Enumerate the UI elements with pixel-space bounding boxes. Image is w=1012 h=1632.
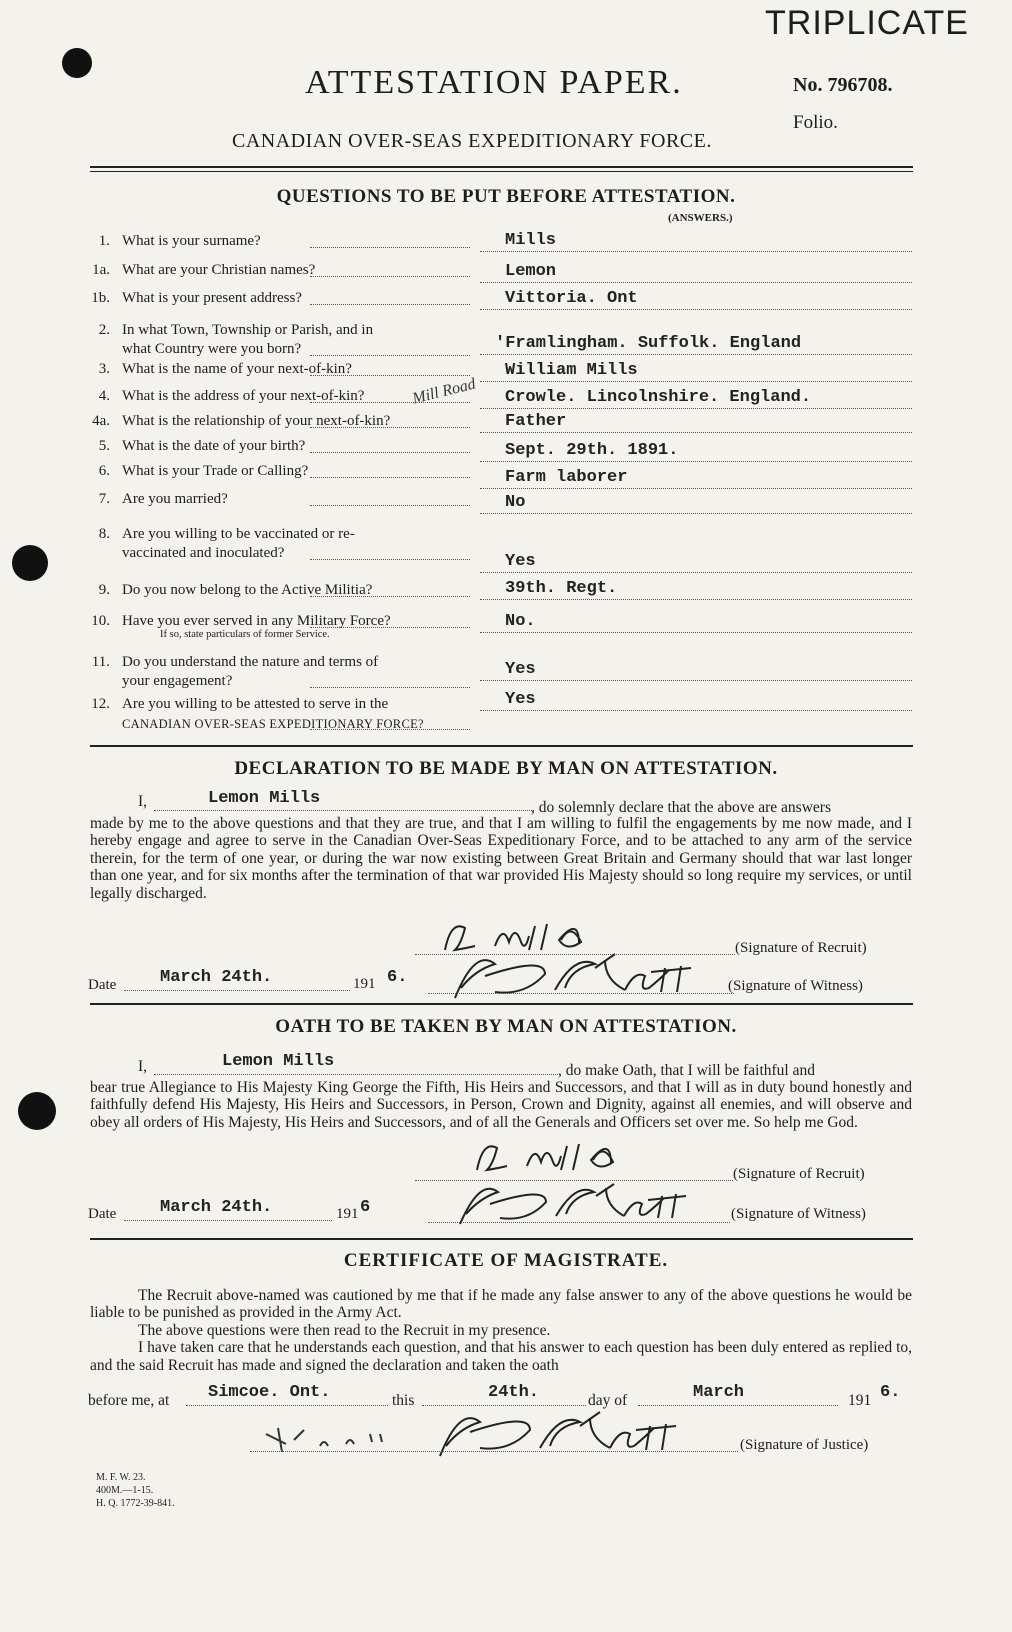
question-text: What is your present address?: [122, 290, 302, 306]
question-answer: Father: [505, 412, 567, 431]
question-text: Do you now belong to the Active Militia?: [122, 582, 373, 598]
question-number: 1.: [98, 233, 110, 249]
date-line-1: [124, 990, 350, 991]
question-leader-dots: [310, 505, 470, 506]
date-label-2: Date: [88, 1206, 117, 1222]
oath-line1: , do make Oath, that I will be faithful and: [558, 1062, 815, 1079]
question-leader-dots: [310, 452, 470, 453]
answer-line: [480, 408, 912, 409]
certificate-day: 24th.: [488, 1383, 540, 1402]
questions-rule: [90, 745, 913, 747]
declaration-line1: , do solemnly declare that the above are answers: [531, 799, 831, 816]
answer-line: [480, 710, 912, 711]
question-number: 8.: [98, 526, 110, 542]
declaration-heading: DECLARATION TO BE MADE BY MAN ON ATTESTATION.: [234, 758, 778, 779]
question-answer: 'Framlingham. Suffolk. England: [495, 334, 802, 353]
question-text: What is your Trade or Calling?: [122, 463, 309, 479]
certificate-body: [90, 1287, 912, 1374]
sig-justice-label: (Signature of Justice): [740, 1437, 869, 1453]
question-number: 4a.: [92, 413, 110, 429]
oath-recruit-signature: [465, 1138, 705, 1184]
witness-signature: [445, 950, 725, 1006]
declaration-year-prefix: 191: [353, 976, 376, 992]
declaration-name-line: [154, 810, 534, 811]
questions-heading: QUESTIONS TO BE PUT BEFORE ATTESTATION.: [276, 186, 736, 207]
day-of-label: day of: [588, 1392, 628, 1409]
certificate-heading: CERTIFICATE OF MAGISTRATE.: [343, 1250, 669, 1271]
question-number: 2.: [98, 322, 110, 338]
certificate-year-digit: 6.: [880, 1383, 901, 1402]
oath-year-digit: 6: [360, 1198, 371, 1217]
question-text: your engagement?: [122, 673, 233, 689]
declaration-rule: [90, 1003, 913, 1005]
question-answer: No: [505, 493, 526, 512]
question-number: 12.: [91, 696, 110, 712]
certificate-para-2: The above questions were then read to the Recruit in my presence.: [138, 1321, 551, 1339]
sig-witness-label-1: (Signature of Witness): [728, 978, 863, 994]
answer-line: [480, 381, 912, 382]
question-leader-dots: [310, 276, 470, 277]
justice-signature: [250, 1404, 720, 1464]
question-leader-dots: [310, 687, 470, 688]
certificate-para-1: The Recruit above-named was cautioned by me that if he made any false answer to any of the above questions he would be liable to be punished as provided in the Army Act.: [90, 1287, 912, 1322]
question-number: 7.: [98, 491, 110, 507]
question-answer: 39th. Regt.: [505, 579, 618, 598]
question-leader-dots: [310, 247, 470, 248]
footer-line-1: M. F. W. 23.: [96, 1472, 146, 1483]
question-number: 6.: [98, 463, 110, 479]
question-text: What is the name of your next-of-kin?: [122, 361, 352, 377]
question-text: What are your Christian names?: [122, 262, 316, 278]
witness-sig-line-2: [428, 1222, 730, 1223]
question-answer: William Mills: [505, 361, 638, 380]
question-text: In what Town, Township or Parish, and in: [122, 322, 374, 338]
question-leader-dots: [310, 427, 470, 428]
header-rule: [90, 166, 913, 168]
question-text: vaccinated and inoculated?: [122, 545, 285, 561]
question-text: Are you married?: [122, 491, 228, 507]
answer-line: [480, 632, 912, 633]
question-text: Are you willing to be attested to serve in the: [122, 696, 389, 712]
date-line-2: [124, 1220, 332, 1221]
header-rule-thin: [90, 171, 913, 172]
question-leader-dots: [310, 355, 470, 356]
oath-body: [90, 1079, 912, 1131]
question-number: 9.: [98, 582, 110, 598]
certificate-year-prefix: 191: [848, 1392, 872, 1409]
oath-name: Lemon Mills: [222, 1052, 335, 1071]
answer-line: [480, 488, 912, 489]
question-answer: Lemon: [505, 262, 557, 281]
punch-hole-bottom: [18, 1092, 56, 1130]
before-me-label: before me, at: [88, 1392, 170, 1409]
oath-name-line: [154, 1074, 558, 1075]
question-leader-dots: [310, 729, 470, 730]
question-text: what Country were you born?: [122, 341, 302, 357]
force-name: CANADIAN OVER-SEAS EXPEDITIONARY FORCE.: [232, 130, 712, 152]
certificate-para-3: I have taken care that he understands each question, and that his answer to each question has been duly entered as replied to, and the said Recruit has made and signed the declaration and taken the oath: [90, 1339, 912, 1374]
form-number: No. 796708.: [793, 74, 893, 96]
question-answer: Yes: [505, 660, 536, 679]
declaration-body: [90, 815, 912, 902]
question-answer: No.: [505, 612, 536, 631]
question-number: 4.: [98, 388, 110, 404]
question-answer: Yes: [505, 690, 536, 709]
question-text: Have you ever served in any Military Force?: [122, 613, 391, 629]
answer-line: [480, 354, 912, 355]
answer-line: [480, 309, 912, 310]
declaration-date: March 24th.: [160, 968, 273, 987]
declaration-prefix: I,: [138, 793, 148, 810]
oath-heading: OATH TO BE TAKEN BY MAN ON ATTESTATION.: [275, 1016, 737, 1037]
question-leader-dots: [310, 596, 470, 597]
witness-sig-line-1: [428, 993, 734, 994]
punch-hole-top: [62, 48, 92, 78]
sig-recruit-label-1: (Signature of Recruit): [735, 940, 867, 956]
question-subtext: If so, state particulars of former Service.: [160, 629, 330, 640]
answer-line: [480, 432, 912, 433]
question-answer: Vittoria. Ont: [505, 289, 638, 308]
declaration-text: made by me to the above questions and that they are true, and that I am willing to fulfil the engagements by me now made, and I hereby engage and agree to serve in the Canadian Over-Seas Expeditionary Force, and to be attached to any arm of the service therein, for the term of one year, or during the war now existing between Great Britain and Germany should that war last longer than one year, and for six months after the termination of that war provided His Majesty should so long require my services, or until legally discharged.: [90, 815, 912, 902]
question-answer: Sept. 29th. 1891.: [505, 441, 679, 460]
date-label-1: Date: [88, 977, 117, 993]
question-answer: Farm laborer: [505, 468, 628, 487]
justice-sig-line: [250, 1451, 738, 1452]
question-text: What is the address of your next-of-kin?: [122, 388, 365, 404]
this-label: this: [392, 1392, 415, 1409]
handwritten-note: Mill Road: [410, 375, 478, 408]
certificate-place: Simcoe. Ont.: [208, 1383, 331, 1402]
answer-line: [480, 599, 912, 600]
recruit-sig-line-1: [415, 954, 735, 955]
question-number: 5.: [98, 438, 110, 454]
oath-date: March 24th.: [160, 1198, 273, 1217]
question-number: 1a.: [92, 262, 110, 278]
question-leader-dots: [310, 559, 470, 560]
punch-hole-middle: [12, 545, 48, 581]
question-text: Are you willing to be vaccinated or re-: [122, 526, 355, 542]
answer-line: [480, 513, 912, 514]
question-number: 11.: [91, 654, 110, 670]
answers-label: (ANSWERS.): [668, 212, 733, 224]
question-answer: Crowle. Lincolnshire. England.: [505, 388, 812, 407]
footer-line-3: H. Q. 1772-39-841.: [96, 1498, 175, 1509]
answer-line: [480, 282, 912, 283]
sig-recruit-label-2: (Signature of Recruit): [733, 1166, 865, 1182]
answer-line: [480, 251, 912, 252]
question-leader-dots: [310, 304, 470, 305]
question-leader-dots: [310, 375, 470, 376]
question-text: Do you understand the nature and terms of: [122, 654, 379, 670]
answer-line: [480, 680, 912, 681]
answer-line: [480, 572, 912, 573]
form-title: ATTESTATION PAPER.: [305, 64, 683, 101]
oath-text: bear true Allegiance to His Majesty King George the Fifth, His Heirs and Successors, and that I will as in duty bound honestly and faithfully defend His Majesty, His Heirs and Successors, in Person, Crown and Dignity, against all enemies, and will observe and obey all orders of His Majesty, His Heirs and Successors, and of all the Generals and Officers set over me. So help me God.: [90, 1079, 912, 1131]
oath-rule: [90, 1238, 913, 1240]
question-text: What is the date of your birth?: [122, 438, 306, 454]
declaration-year-digit: 6.: [387, 968, 408, 987]
question-leader-dots: [310, 477, 470, 478]
oath-year-prefix: 191: [336, 1206, 359, 1222]
answer-line: [480, 461, 912, 462]
copy-label: TRIPLICATE: [765, 4, 969, 42]
oath-prefix: I,: [138, 1058, 148, 1075]
certificate-month: March: [693, 1383, 745, 1402]
declaration-name: Lemon Mills: [208, 789, 321, 808]
question-leader-dots: [310, 402, 470, 403]
sig-witness-label-2: (Signature of Witness): [731, 1206, 866, 1222]
question-number: 1b.: [91, 290, 110, 306]
question-answer: Mills: [505, 231, 557, 250]
question-number: 3.: [98, 361, 110, 377]
question-text: What is your surname?: [122, 233, 261, 249]
question-number: 10.: [91, 613, 110, 629]
question-text: What is the relationship of your next-of-kin?: [122, 413, 391, 429]
question-leader-dots: [310, 627, 470, 628]
question-text: CANADIAN OVER-SEAS EXPEDITIONARY FORCE?: [122, 717, 424, 731]
folio-label: Folio.: [793, 112, 838, 133]
footer-line-2: 400M.—1-15.: [96, 1485, 154, 1496]
question-answer: Yes: [505, 552, 536, 571]
